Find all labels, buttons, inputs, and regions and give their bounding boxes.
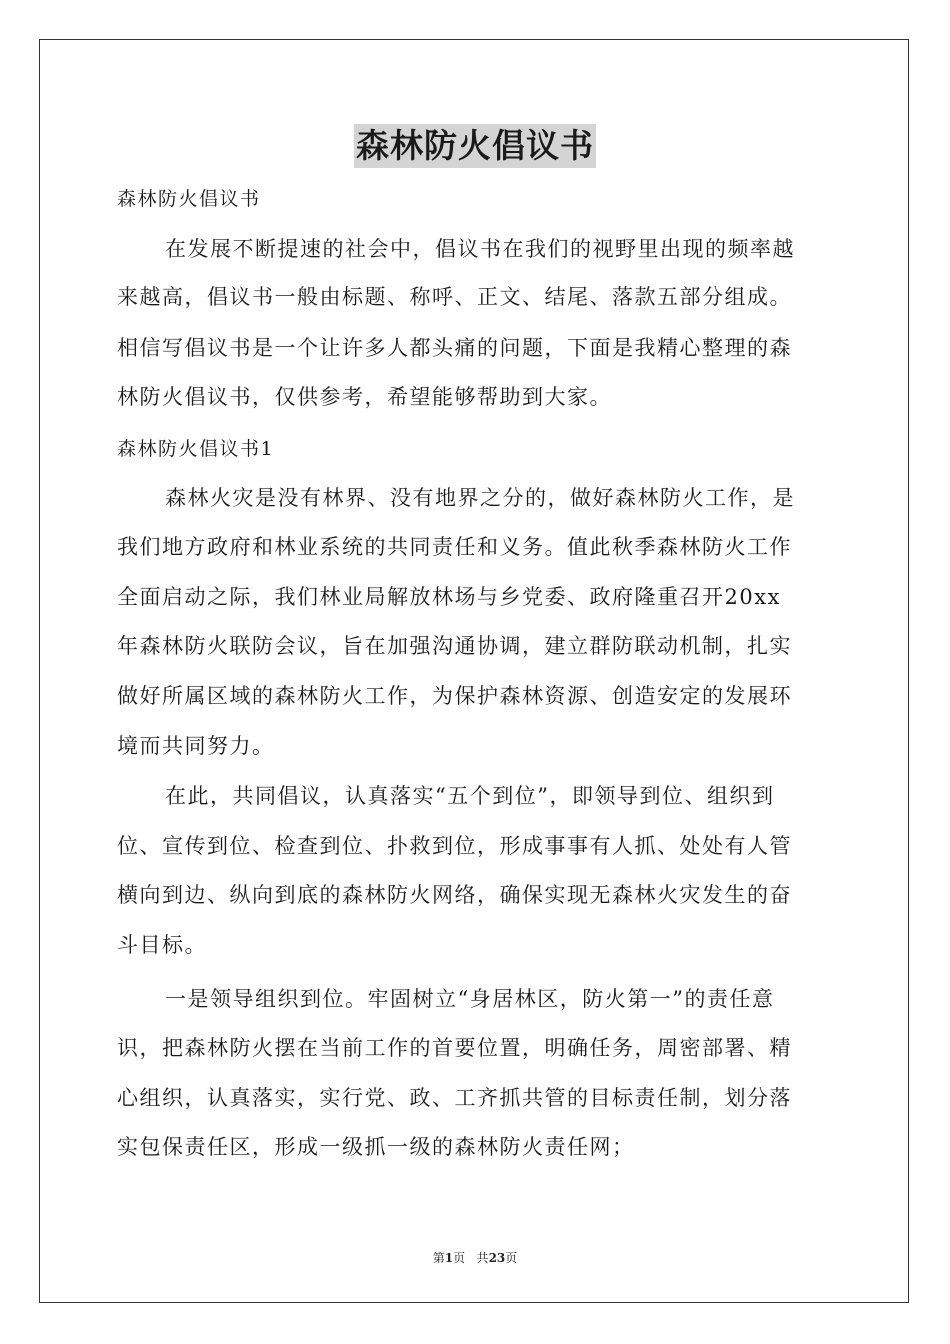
section-heading: 森林防火倡议书1 — [117, 438, 275, 460]
paragraph-line: 境而共同努力。 — [117, 734, 275, 758]
paragraph-line: 识，把森林防火摆在当前工作的首要位置，明确任务，周密部署、精 — [117, 1036, 792, 1060]
paragraph-line: 我们地方政府和林业系统的共同责任和义务。值此秋季森林防火工作 — [117, 535, 792, 559]
intro-line: 相信写倡议书是一个让许多人都头痛的问题，下面是我精心整理的森 — [117, 336, 792, 360]
paragraph-line: 年森林防火联防会议，旨在加强沟通协调，建立群防联动机制，扎实 — [117, 634, 792, 658]
footer-total-pages: 23 — [488, 1251, 506, 1265]
subtitle: 森林防火倡议书 — [117, 188, 261, 210]
document-title — [0, 124, 950, 168]
intro-line: 林防火倡议书，仅供参考，希望能够帮助到大家。 — [117, 385, 612, 409]
page-footer — [0, 1249, 950, 1266]
paragraph-line: 森林火灾是没有林界、没有地界之分的，做好森林防火工作，是 — [165, 486, 795, 510]
paragraph-line: 横向到边、纵向到底的森林防火网络，确保实现无森林火灾发生的奋 — [117, 883, 792, 907]
intro-line: 来越高，倡议书一般由标题、称呼、正文、结尾、落款五部分组成。 — [117, 285, 792, 309]
paragraph-line: 做好所属区域的森林防火工作，为保护森林资源、创造安定的发展环 — [117, 684, 792, 708]
paragraph-line: 全面启动之际，我们林业局解放林场与乡党委、政府隆重召开20xx — [117, 585, 781, 609]
footer-total-prefix: 共 — [476, 1251, 489, 1265]
footer-prefix: 第 — [432, 1251, 445, 1265]
paragraph-line: 心组织，认真落实，实行党、政、工齐抓共管的目标责任制，划分落 — [117, 1086, 792, 1110]
paragraph-line: 斗目标。 — [117, 933, 207, 957]
paragraph-line: 实包保责任区，形成一级抓一级的森林防火责任网； — [117, 1135, 635, 1159]
document-title-text: 森林防火倡议书 — [354, 124, 596, 168]
paragraph-line: 在此，共同倡议，认真落实“五个到位”，即领导到位、组织到 — [165, 784, 775, 808]
intro-line: 在发展不断提速的社会中，倡议书在我们的视野里出现的频率越 — [165, 237, 795, 261]
page-border — [39, 39, 909, 1303]
paragraph-line: 一是领导组织到位。牢固树立“身居林区，防火第一”的责任意 — [165, 987, 775, 1011]
paragraph-line: 位、宣传到位、检查到位、扑救到位，形成事事有人抓、处处有人管 — [117, 834, 792, 858]
footer-page-unit: 页 — [453, 1251, 466, 1265]
footer-total-unit: 页 — [505, 1251, 518, 1265]
footer-page-number: 1 — [444, 1251, 454, 1265]
